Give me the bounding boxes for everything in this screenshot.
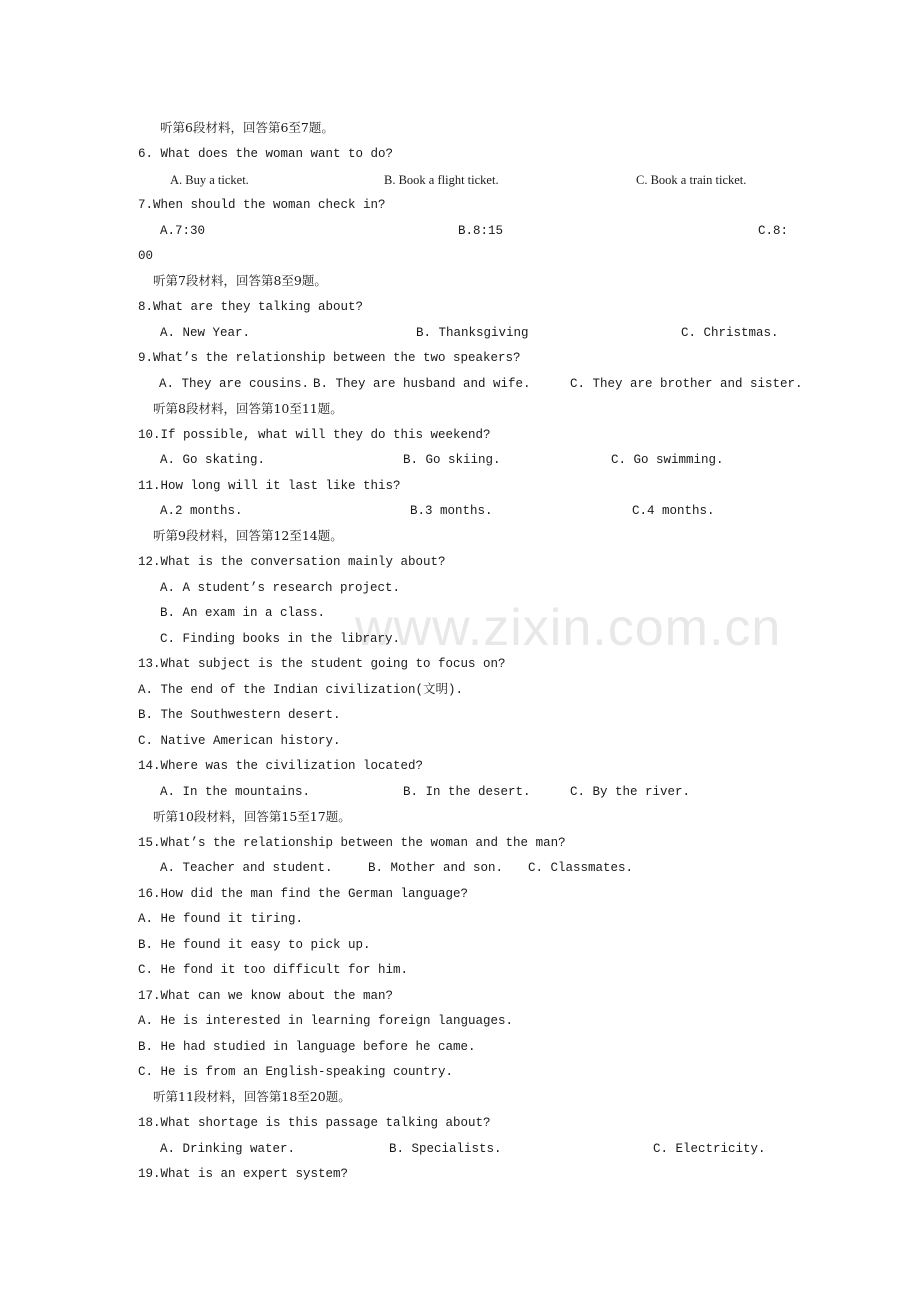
question-18-option-b: B. Specialists. bbox=[389, 1142, 502, 1156]
question-10-option-a: A. Go skating. bbox=[160, 453, 266, 467]
question-17-option-b: B. He had studied in language before he came. bbox=[138, 1040, 476, 1054]
section-heading-6: 听第6段材料，回答第6至7题。 bbox=[160, 120, 334, 135]
question-15-option-a: A. Teacher and student. bbox=[160, 861, 333, 875]
question-15-stem: 15.What’s the relationship between the woman and the man? bbox=[138, 836, 566, 850]
question-8-stem: 8.What are they talking about? bbox=[138, 300, 364, 314]
question-13-option-b: B. The Southwestern desert. bbox=[138, 708, 341, 722]
section-heading-7: 听第7段材料，回答第8至9题。 bbox=[153, 273, 327, 288]
question-17-option-a: A. He is interested in learning foreign languages. bbox=[138, 1014, 514, 1028]
question-16-option-a: A. He found it tiring. bbox=[138, 912, 304, 926]
question-7-option-a: A.7:30 bbox=[160, 224, 206, 238]
question-9-option-b: B. They are husband and wife. bbox=[313, 377, 531, 391]
question-16-option-c: C. He fond it too difficult for him. bbox=[138, 963, 409, 977]
question-13-stem: 13.What subject is the student going to focus on? bbox=[138, 657, 506, 671]
question-14-option-a: A. In the mountains. bbox=[160, 785, 311, 799]
section-heading-11: 听第11段材料，回答第18至20题。 bbox=[153, 1089, 351, 1104]
question-15-option-b: B. Mother and son. bbox=[368, 861, 504, 875]
question-19-stem: 19.What is an expert system? bbox=[138, 1167, 349, 1181]
question-10-option-b: B. Go skiing. bbox=[403, 453, 501, 467]
question-6-stem: 6. What does the woman want to do? bbox=[138, 147, 394, 161]
question-12-option-c: C. Finding books in the library. bbox=[160, 632, 401, 646]
question-16-option-b: B. He found it easy to pick up. bbox=[138, 938, 371, 952]
question-11-stem: 11.How long will it last like this? bbox=[138, 479, 401, 493]
question-7-option-b: B.8:15 bbox=[458, 224, 504, 238]
question-9-stem: 9.What’s the relationship between the two speakers? bbox=[138, 351, 521, 365]
question-7-option-c: C.8: bbox=[758, 224, 789, 238]
question-7-stem: 7.When should the woman check in? bbox=[138, 198, 386, 212]
question-17-stem: 17.What can we know about the man? bbox=[138, 989, 394, 1003]
question-10-stem: 10.If possible, what will they do this weekend? bbox=[138, 428, 491, 442]
question-14-option-b: B. In the desert. bbox=[403, 785, 531, 799]
question-18-option-c: C. Electricity. bbox=[653, 1142, 766, 1156]
question-6-option-c: C. Book a train ticket. bbox=[636, 173, 747, 187]
watermark: www.zixin.com.cn bbox=[355, 599, 782, 657]
question-10-option-c: C. Go swimming. bbox=[611, 453, 724, 467]
question-12-option-a: A. A student’s research project. bbox=[160, 581, 401, 595]
question-9-option-c: C. They are brother and sister. bbox=[570, 377, 803, 391]
question-18-stem: 18.What shortage is this passage talking about? bbox=[138, 1116, 491, 1130]
question-15-option-c: C. Classmates. bbox=[528, 861, 634, 875]
question-16-stem: 16.How did the man find the German language? bbox=[138, 887, 469, 901]
section-heading-8: 听第8段材料，回答第10至11题。 bbox=[153, 401, 343, 416]
question-11-option-c: C.4 months. bbox=[632, 504, 715, 518]
question-14-stem: 14.Where was the civilization located? bbox=[138, 759, 424, 773]
question-14-option-c: C. By the river. bbox=[570, 785, 691, 799]
question-7-option-c-continued: 00 bbox=[138, 249, 154, 263]
question-8-option-a: A. New Year. bbox=[160, 326, 251, 340]
question-6-option-a: A. Buy a ticket. bbox=[170, 173, 249, 187]
question-13-option-c: C. Native American history. bbox=[138, 734, 341, 748]
question-11-option-a: A.2 months. bbox=[160, 504, 243, 518]
question-6-option-b: B. Book a flight ticket. bbox=[384, 173, 499, 187]
section-heading-9: 听第9段材料，回答第12至14题。 bbox=[153, 528, 343, 543]
question-13-option-a: A. The end of the Indian civilization(文明). bbox=[138, 683, 464, 697]
section-heading-10: 听第10段材料，回答第15至17题。 bbox=[153, 809, 351, 824]
question-8-option-c: C. Christmas. bbox=[681, 326, 779, 340]
question-8-option-b: B. Thanksgiving bbox=[416, 326, 529, 340]
question-9-option-a: A. They are cousins. bbox=[159, 377, 310, 391]
question-17-option-c: C. He is from an English-speaking country. bbox=[138, 1065, 454, 1079]
question-12-option-b: B. An exam in a class. bbox=[160, 606, 326, 620]
question-12-stem: 12.What is the conversation mainly about? bbox=[138, 555, 446, 569]
question-18-option-a: A. Drinking water. bbox=[160, 1142, 296, 1156]
question-11-option-b: B.3 months. bbox=[410, 504, 493, 518]
